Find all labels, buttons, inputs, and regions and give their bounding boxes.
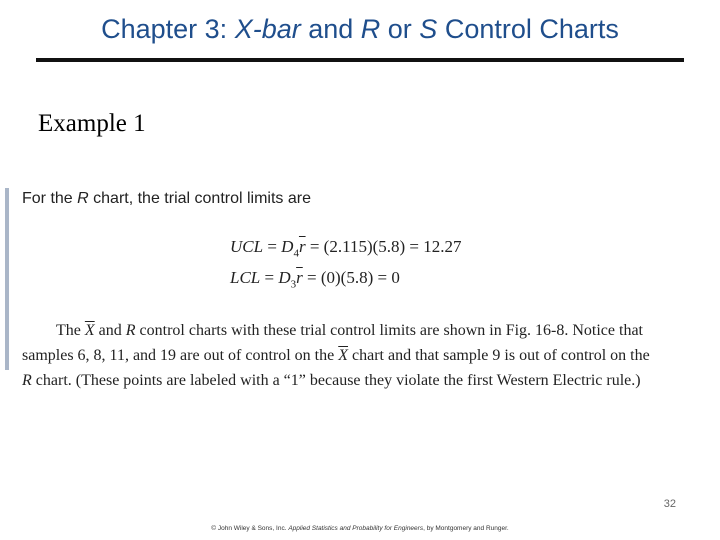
para-line-2 (22, 343, 716, 368)
para-line-1 (22, 318, 716, 343)
intro-post: chart, the trial control limits are (88, 190, 311, 207)
title-s: S (419, 14, 438, 44)
slide-title (0, 14, 720, 45)
ucl-rbar: $\overline{r}$ (298, 237, 306, 256)
para-line2-b: chart and that sample 9 is out of control on the (348, 347, 650, 364)
footer-pre: © John Wiley & Sons, Inc. (211, 525, 289, 532)
title-xbar: X-bar (234, 14, 301, 44)
title-or: or (380, 14, 420, 44)
intro-pre: For the (22, 190, 78, 207)
excerpt-sidebar-bar (5, 188, 9, 370)
title-prefix: Chapter 3: (101, 14, 235, 44)
para-line1-b: and (94, 322, 126, 339)
lcl-constant: D (278, 268, 291, 287)
intro-r: R (77, 190, 89, 207)
title-and: and (300, 14, 361, 44)
title-underline (36, 58, 684, 62)
explanation-paragraph (22, 318, 716, 393)
footer-book-title: Applied Statistics and Probability for Engineers (288, 525, 424, 532)
title-suffix: Control Charts (437, 14, 619, 44)
ucl-constant: D (281, 237, 294, 256)
lcl-equals: = (260, 268, 279, 287)
lcl-rbar: $\overline{r}$ (296, 268, 303, 287)
ucl-rhs: = (2.115)(5.8) = 12.27 (305, 237, 462, 256)
para-r-2: R (22, 372, 32, 389)
lcl-constant-subscript: 3 (290, 278, 297, 291)
copyright-footer (0, 525, 720, 532)
footer-post: , by Montgomery and Runger. (423, 525, 509, 532)
page-number: 32 (663, 498, 676, 510)
para-line3: chart. (These points are labeled with a “1” because they violate the first Western Electric rule.) (31, 372, 641, 389)
para-xbar: $\overline{X}$ (84, 322, 95, 339)
title-r: R (360, 14, 381, 44)
para-line2-a: samples 6, 8, 11, and 19 are out of control on the (22, 347, 339, 364)
ucl-equals: = (263, 237, 282, 256)
para-line1-c: control charts with these trial control limits are shown in Fig. 16-8. Notice that (135, 322, 643, 339)
lcl-rhs: = (0)(5.8) = 0 (302, 268, 400, 287)
intro-sentence (22, 190, 311, 208)
ucl-constant-subscript: 4 (293, 247, 299, 260)
example-heading: Example 1 (38, 110, 146, 137)
lcl-label: LCL (230, 268, 261, 287)
para-line-3 (22, 368, 716, 393)
lcl-equation (230, 268, 400, 290)
para-r: R (125, 322, 136, 339)
para-line1-a: The (56, 322, 85, 339)
ucl-label: UCL (230, 237, 264, 256)
ucl-equation (230, 237, 462, 259)
para-xbar-2: $\overline{X}$ (338, 347, 349, 364)
